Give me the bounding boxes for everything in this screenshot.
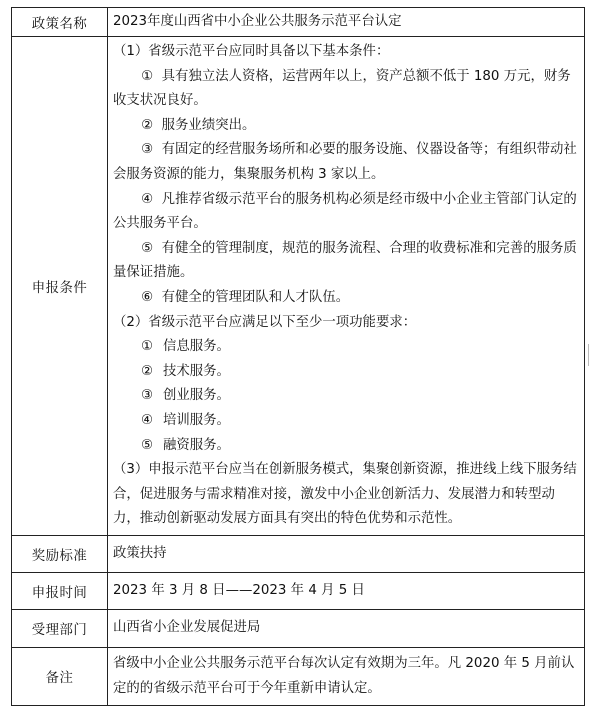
policy-table xyxy=(11,7,585,706)
section1-title: （1）省级示范平台应同时具备以下基本条件： xyxy=(113,44,390,59)
item-text: 有健全的管理制度，规范的服务流程、合理的收费标准和完善的服务质量保证措施。 xyxy=(113,240,577,281)
list-item xyxy=(113,65,578,114)
remarks-label: 备注 xyxy=(12,648,108,706)
item-number: ⑤ xyxy=(141,240,154,256)
item-text: 信息服务。 xyxy=(163,339,230,355)
remarks-value: 省级中小企业公共服务示范平台每次认定有效期为三年。凡 2020 年 5 月前认定的的省级示范平台可于今年重新申请认定。 xyxy=(108,648,585,706)
list-item xyxy=(113,138,578,187)
reward-label: 奖励标准 xyxy=(12,536,108,573)
item-number: ② xyxy=(141,117,154,133)
item-number: ④ xyxy=(141,191,154,207)
policy-name-value: 2023年度山西省中小企业公共服务示范平台认定 xyxy=(108,8,585,37)
item-text: 有固定的经营服务场所和必要的服务设施、仪器设备等；有组织带动社会服务资源的能力，集聚服务机构 3 家以上。 xyxy=(113,142,577,182)
row-period xyxy=(12,573,585,610)
item-number: ② xyxy=(141,363,154,379)
item-number: ③ xyxy=(141,388,154,404)
item-text: 具有独立法人资格，运营两年以上，资产总额不低于 180 万元，财务收支状况良好。 xyxy=(113,68,571,109)
item-text: 创业服务。 xyxy=(163,388,230,404)
section2-list xyxy=(113,335,578,458)
list-item xyxy=(113,188,578,237)
row-reward xyxy=(12,536,585,573)
period-label: 申报时间 xyxy=(12,573,108,610)
section1-list xyxy=(113,65,578,311)
list-item xyxy=(113,114,578,139)
item-text: 凡推荐省级示范平台的服务机构必须是经市级中小企业主管部门认定的公共服务平台。 xyxy=(113,191,577,232)
item-text: 技术服务。 xyxy=(163,363,230,379)
conditions-label: 申报条件 xyxy=(12,37,108,536)
department-value: 山西省小企业发展促进局 xyxy=(108,610,585,648)
item-number: ⑤ xyxy=(141,437,154,453)
policy-name-label: 政策名称 xyxy=(12,8,108,37)
item-number: ③ xyxy=(141,142,154,158)
item-text: 有健全的管理团队和人才队伍。 xyxy=(161,289,350,305)
row-remarks xyxy=(12,648,585,706)
period-value: 2023 年 3 月 8 日——2023 年 4 月 5 日 xyxy=(108,573,585,610)
row-policy-name xyxy=(12,8,585,37)
item-text: 服务业绩突出。 xyxy=(161,117,256,133)
list-item xyxy=(113,360,578,385)
list-item xyxy=(113,237,578,286)
list-item xyxy=(113,335,578,360)
item-text: 培训服务。 xyxy=(163,412,230,428)
section2-title: （2）省级示范平台应满足以下至少一项功能要求： xyxy=(113,314,417,330)
reward-value: 政策扶持 xyxy=(108,536,585,573)
list-item xyxy=(113,286,578,311)
item-number: ④ xyxy=(141,412,154,428)
item-number: ① xyxy=(141,68,154,84)
item-number: ① xyxy=(141,339,154,355)
department-label: 受理部门 xyxy=(12,610,108,648)
list-item xyxy=(113,434,578,459)
conditions-content xyxy=(108,37,585,536)
item-number: ⑥ xyxy=(141,289,154,305)
row-conditions xyxy=(12,37,585,536)
row-department xyxy=(12,610,585,648)
section3-text: （3）申报示范平台应当在创新服务模式，集聚创新资源，推进线上线下服务结合，促进服务与需求精准对接，激发中小企业创新活力、发展潜力和转型动力，推动创新驱动发展方面具有突出的特色优势和示范性。 xyxy=(113,462,577,527)
list-item xyxy=(113,409,578,434)
list-item xyxy=(113,384,578,409)
editor-gutter-marker xyxy=(588,344,593,366)
item-text: 融资服务。 xyxy=(163,437,230,453)
